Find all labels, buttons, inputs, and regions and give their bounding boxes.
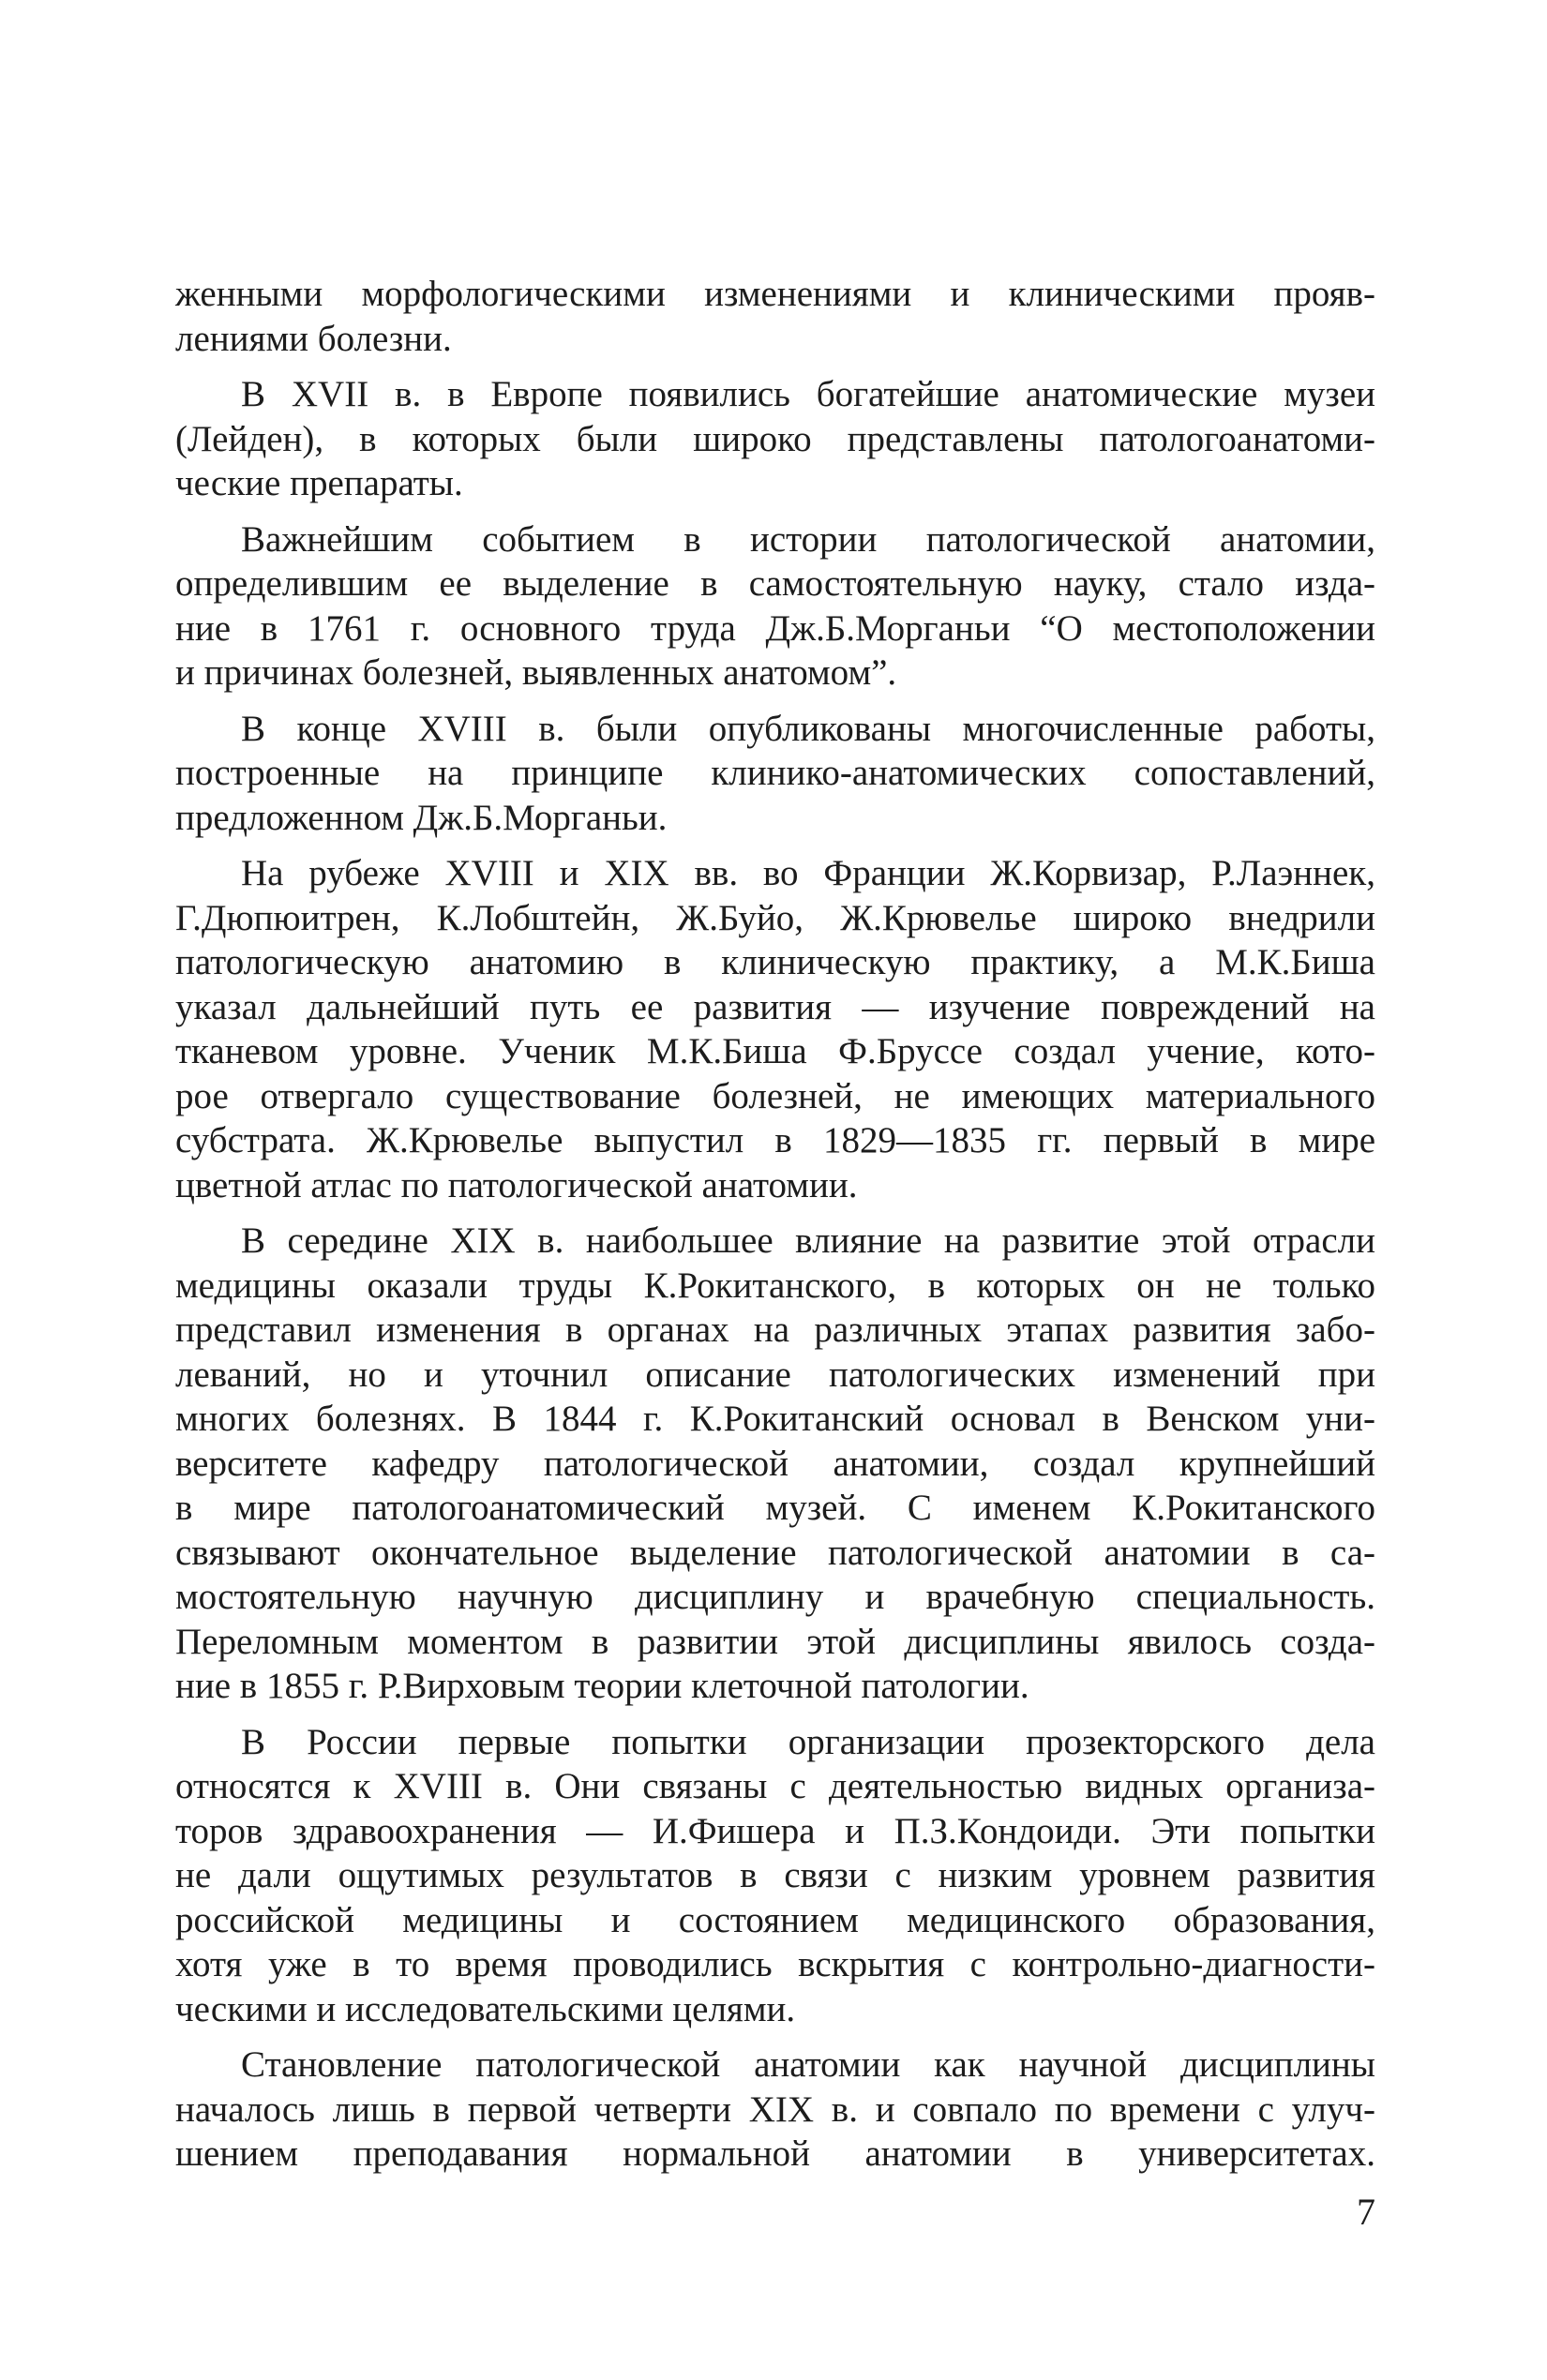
- text-line: В России первые попытки организации прозекторского дела: [241, 1721, 1375, 1762]
- text-line: тканевом уровне. Ученик М.К.Биша Ф.Бруссе создал учение, кото-: [175, 1031, 1375, 1071]
- text-line: Переломным моментом в развитии этой дисциплины явилось созда-: [175, 1621, 1375, 1662]
- text-line: В XVII в. в Европе появились богатейшие анатомические музеи: [241, 374, 1375, 414]
- text-line: Г.Дюпюитрен, К.Лобштейн, Ж.Буйо, Ж.Крювелье широко внедрили: [175, 897, 1375, 938]
- text-line: рое отвергало существование болезней, не имеющих материального: [175, 1075, 1375, 1116]
- text-line: Важнейшим событием в истории патологической анатомии,: [241, 518, 1375, 560]
- text-line: В середине XIX в. наибольшее влияние на развитие этой отрасли: [241, 1220, 1375, 1261]
- text-line: построенные на принципе клинико-анатомических сопоставлений,: [175, 753, 1375, 793]
- text-line: В конце XVIII в. были опубликованы многочисленные работы,: [241, 708, 1375, 749]
- text-line: леваний, но и уточнил описание патологических изменений при: [175, 1354, 1375, 1395]
- text-line: верситете кафедру патологической анатомии, создал крупнейший: [175, 1443, 1375, 1484]
- text-line: мостоятельную научную дисциплину и врачебную специальность.: [175, 1577, 1375, 1617]
- text-line: ние в 1761 г. основного труда Дж.Б.Морганьи “О местоположении: [175, 607, 1375, 649]
- text-line: определившим ее выделение в самостоятельную науку, стало изда-: [175, 563, 1375, 604]
- text-line: женными морфологическими изменениями и клиническими прояв-: [175, 274, 1375, 314]
- text-line: связывают окончательное выделение патологической анатомии в са-: [175, 1532, 1375, 1573]
- text-line: относятся к XVIII в. Они связаны с деятельностью видных организа-: [175, 1766, 1375, 1806]
- text-line: представил изменения в органах на различных этапах развития забо-: [175, 1310, 1375, 1350]
- text-line: цветной атлас по патологической анатомии.: [175, 1164, 858, 1205]
- text-line: не дали ощутимых результатов в связи с низким уровнем развития: [175, 1855, 1375, 1895]
- text-line: На рубеже XVIII и XIX вв. во Франции Ж.Корвизар, Р.Лаэннек,: [241, 853, 1375, 893]
- text-line: (Лейден), в которых были широко представлены патологоанатоми-: [175, 418, 1375, 459]
- text-line: шением преподавания нормальной анатомии в университетах.: [175, 2133, 1375, 2174]
- text-line: российской медицины и состоянием медицинского образования,: [175, 1899, 1375, 1940]
- text-line: многих болезнях. В 1844 г. К.Рокитанский основал в Венском уни-: [175, 1399, 1375, 1439]
- text-line: торов здравоохранения — И.Фишера и П.З.Кондоиди. Эти попытки: [175, 1810, 1375, 1851]
- text-line: ческие препараты.: [175, 463, 463, 503]
- text-line: указал дальнейший путь ее развития — изучение повреждений на: [175, 986, 1375, 1027]
- text-line: хотя уже в то время проводились вскрытия с контрольно-диагности-: [175, 1944, 1375, 1984]
- text-line: патологическую анатомию в клиническую практику, а М.К.Биша: [175, 942, 1375, 982]
- text-line: и причинах болезней, выявленных анатомом”.: [175, 652, 897, 693]
- text-line: в мире патологоанатомический музей. С именем К.Рокитанского: [175, 1488, 1375, 1528]
- text-line: лениями болезни.: [175, 318, 452, 359]
- page-number: 7: [1357, 2191, 1375, 2233]
- text-line: ние в 1855 г. Р.Вирховым теории клеточной патологии.: [175, 1666, 1029, 1706]
- text-line: Становление патологической анатомии как научной дисциплины: [241, 2044, 1375, 2085]
- text-line: предложенном Дж.Б.Морганьи.: [175, 797, 668, 838]
- text-line: субстрата. Ж.Крювелье выпустил в 1829—1835 гг. первый в мире: [175, 1120, 1375, 1160]
- text-line: ческими и исследовательскими целями.: [175, 1988, 796, 2029]
- text-line: медицины оказали труды К.Рокитанского, в которых он не только: [175, 1265, 1375, 1306]
- body-text: [175, 272, 1375, 2177]
- text-line: началось лишь в первой четверти XIX в. и совпало по времени с улуч-: [175, 2088, 1375, 2130]
